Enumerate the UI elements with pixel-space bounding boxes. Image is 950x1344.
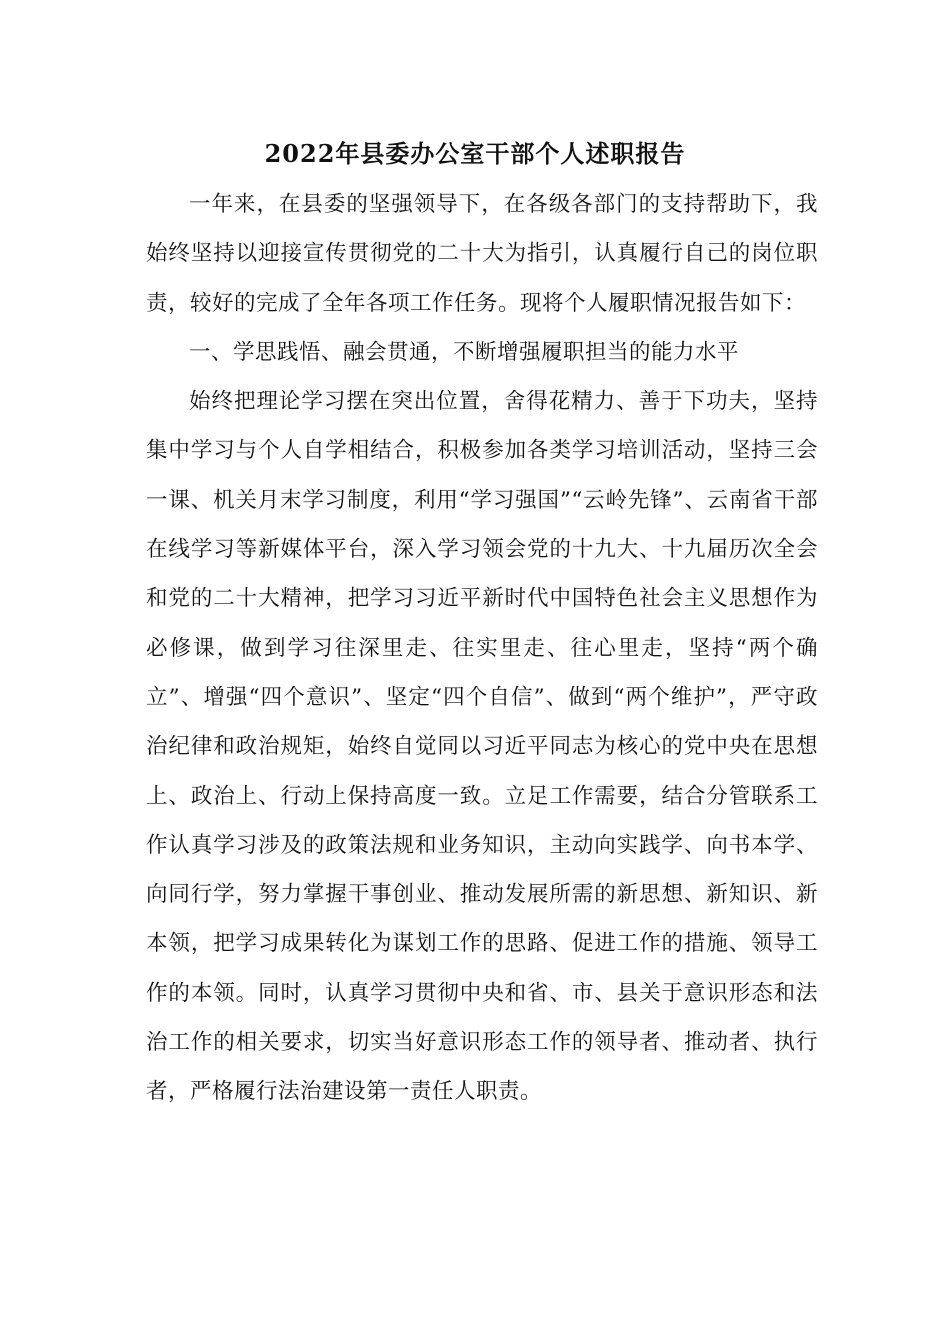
paragraph-intro: 一年来，在县委的坚强领导下，在各级各部门的支持帮助下，我始终坚持以迎接宣传贯彻党的二十大为指引，认真履行自己的岗位职责，较好的完成了全年各项工作任务。现将个人履职情况报告如下： xyxy=(146,192,818,316)
paragraph-section-1: 始终把理论学习摆在突出位置，舍得花精力、善于下功夫，坚持集中学习与个人自学相结合，积极参加各类学习培训活动，坚持三会一课、机关月末学习制度，利用“学习强国”“云岭先锋”、云南省干部在线学习等新媒体平台，深入学习领会党的十九大、十九届历次全会和党的二十大精神，把学习习近平新时代中国特色社会主义思想作为必修课，做到学习往深里走、往实里走、往心里走，坚持“两个确立”、增强“四个意识”、坚定“四个自信”、做到“两个维护”，严守政治纪律和政治规矩，始终自觉同以习近平同志为核心的党中央在思想上、政治上、行动上保持高度一致。立足工作需要，结合分管联系工作认真学习涉及的政策法规和业务知识，主动向实践学、向书本学、向同行学，努力掌握干事创业、推动发展所需的新思想、新知识、新本领，把学习成果转化为谋划工作的思路、促进工作的措施、领导工作的本领。同时，认真学习贯彻中央和省、市、县关于意识形态和法治工作的相关要求，切实当好意识形态工作的领导者、推动者、执行者，严格履行法治建设第一责任人职责。 xyxy=(146,389,818,1105)
document-body xyxy=(146,180,818,1117)
document-title: 2022年县委办公室干部个人述职报告 xyxy=(264,139,686,168)
section-heading-1: 一、学思践悟、融会贯通，不断增强履职担当的能力水平 xyxy=(189,339,740,365)
